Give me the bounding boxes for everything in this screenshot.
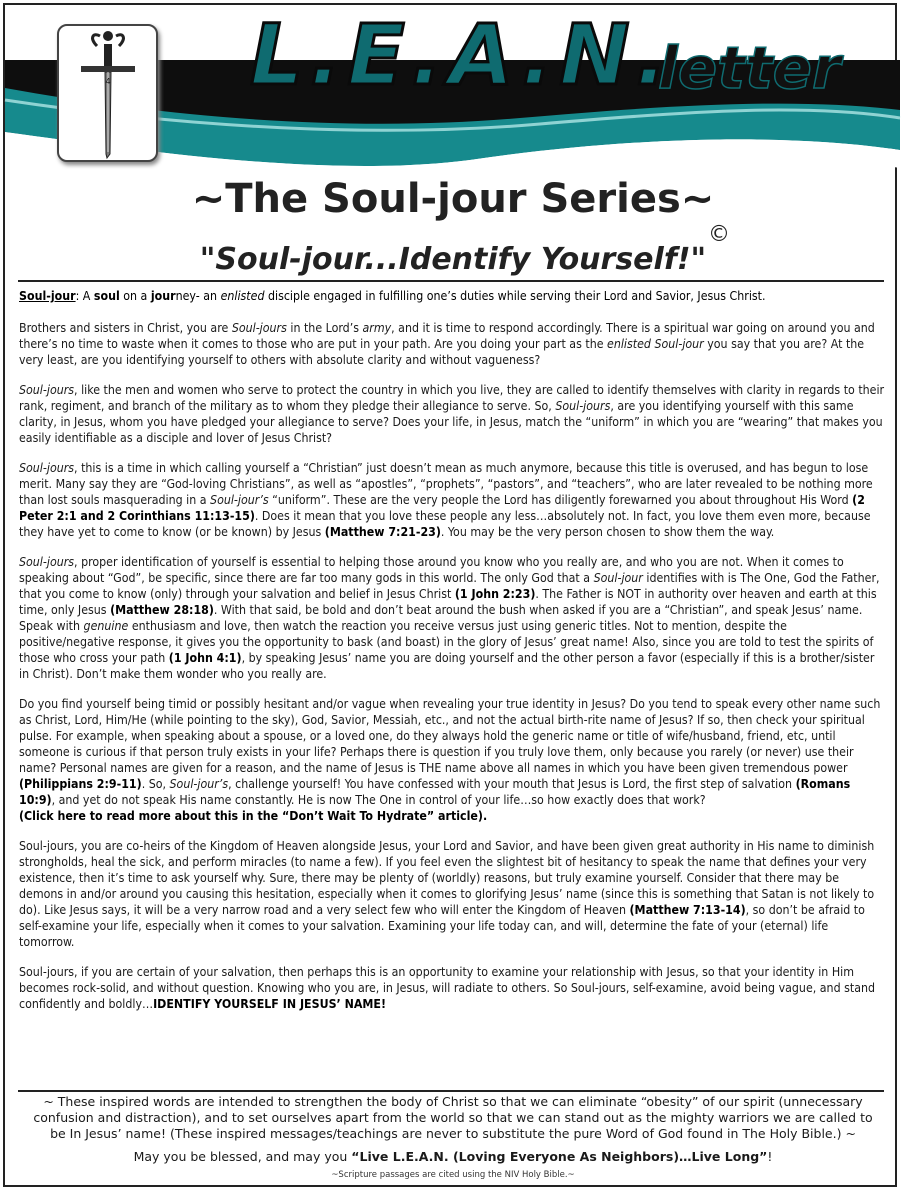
sword-icon (59, 26, 156, 160)
citation-note: ~Scripture passages are cited using the NIV Holy Bible.~ (331, 1170, 575, 1180)
logo (57, 24, 158, 162)
paragraph-6: Soul-jours, you are co-heirs of the Kingdom of Heaven alongside Jesus, your Lord and Savior, and have been given great authority in His name to diminish strongholds, heal the sick, and perform miracles (to name a few). If you feel even the slightest bit of hesitancy to speak the name that defines your very existence, then it’s time to ask yourself why. Sure, there may be plenty of (worldly) reasons, but truly examine yourself. Consider that there may be demons in and/or around you causing this hesitation, especially when it comes to glorifying Jesus’ name (since this is something that Satan is not likely to do). Like Jesus says, it will be a very narrow road and a very select few who will enter the Kingdom of Heaven (Matthew 7:13-14), so don’t be afraid to self-examine your life, especially when it comes to your salvation. Examining your life today can, and will, determine the fate of your (eternal) life tomorrow. (19, 839, 875, 949)
copyright-mark: © (708, 222, 730, 247)
paragraph-4: Soul-jours, proper identification of yourself is essential to helping those around you know who you really are, and who you are not. When it comes to speaking about “God”, be specific, since there are far too many gods in this world. The only God that a Soul-jour identifies with is The One, God the Father, that you come to know (only) through your salvation and belief in Jesus Christ (1 John 2:23). The Father is NOT in authority over heaven and earth at this time, only Jesus (Matthew 28:18). With that said, be bold and don’t beat around the bush when asked if you are a “Christian”, and speak Jesus’ name. Speak with genuine enthusiasm and love, then watch the reaction you receive versus just using generic titles. Not to mention, despite the positive/negative response, it gives you the opportunity to bask (and boast) in the glory of Jesus’ great name! Also, since you are told to test the spirits of those who cross your path (1 John 4:1), by speaking Jesus’ name you are doing yourself and the other person a favor (especially if this is a brother/sister in Christ). Don’t make them wonder who you really are. (19, 555, 880, 681)
paragraph-3: Soul-jours, this is a time in which calling yourself a “Christian” just doesn’t mean as much anymore, because this title is overused, and has begun to lose merit. Many say they are “God-loving Christians”, as well as “apostles”, “prophets”, “pastors”, and “teachers”, who are later revealed to be nothing more than lost souls masquerading in a Soul-jour’s “uniform”. These are the very people the Lord has diligently forewarned you about throughout His Word (2 Peter 2:1 and 2 Corinthians 11:13-15). Does it mean that you love these people any less…absolutely not. In fact, you love them even more, because they have yet to come to know (or be known) by Jesus (Matthew 7:21-23). You may be the very person chosen to show them the way. (19, 461, 873, 539)
lean-title: L.E.A.N. (250, 6, 674, 104)
paragraph-2: Soul-jours, like the men and women who serve to protect the country in which you live, they are called to identify themselves with clarity in regards to their rank, regiment, and branch of the military as to whom they pledge their allegiance to serve. So, Soul-jours, are you identifying yourself with this same clarity, in Jesus, whom you have pledged your allegiance to serve? Does your life, in Jesus, match the “uniform” in which you are “wearing” that makes you easily identifiable as a disciple and lover of Jesus Christ? (19, 383, 885, 445)
footer-note: ~ These inspired words are intended to strengthen the body of Christ so that we can eliminate “obesity” of our spirit (unnecessary confusion and distraction), and to set ourselves apart from the world so that we can stand out as the mighty warriors we are called to be In Jesus’ name! (These inspired messages/teachings are never to substitute the pure Word of God found in The Holy Bible.) ~ (33, 1094, 873, 1141)
hydrate-article-link[interactable]: (Click here to read more about this in the “Don’t Wait To Hydrate” article). (19, 809, 488, 823)
article-subtitle: "Soul-jour...Identify Yourself!" (199, 242, 707, 277)
letter-word: letter (658, 34, 841, 102)
series-title: ~The Soul-jour Series~ (191, 176, 715, 222)
logo-number: 4 (105, 77, 111, 86)
paragraph-7: Soul-jours, if you are certain of your salvation, then perhaps this is an opportunity to examine your relationship with Jesus, so that your identity in Him becomes rock-solid, and without question. Knowing who you are, in Jesus, will radiate to others. So Soul-jours, self-examine, avoid being vague, and stand confidently and boldly…IDENTIFY YOURSELF IN JESUS’ NAME! (19, 965, 876, 1011)
top-divider (18, 280, 884, 282)
bottom-divider (18, 1090, 884, 1092)
article-body (19, 288, 885, 1026)
paragraph-1: Brothers and sisters in Christ, you are Soul-jours in the Lord’s army, and it is time to respond accordingly. There is a spiritual war going on around you and there’s no time to waste when it comes to those who are put in your path. Are you doing your part as the enlisted Soul-jour you say that you are? At the very least, are you identifying yourself to others with absolute clarity and without vagueness? (19, 321, 875, 367)
paragraph-5: Do you find yourself being timid or possibly hesitant and/or vague when revealing your true identity in Jesus? Do you tend to speak every other name such as Christ, Lord, Him/He (while pointing to the sky), God, Savior, Messiah, etc., and not the actual birth-rite name of Jesus? If so, then check your spiritual pulse. For example, when speaking about a spouse, or a loved one, do they always hold the generic name or title of wife/husband, friend, etc, until someone is curious if that person truly exists in your life? Perhaps there is question if you truly love them, only because you rarely (or never) use their name? Personal names are given for a reason, and the name of Jesus is THE name above all names in which you have been given tremendous power (Philippians 2:9-11). So, Soul-jour’s, challenge yourself! You have confessed with your mouth that Jesus is Lord, the first step of salvation (Romans 10:9), and yet do not speak His name constantly. He is now The One in control of your life…so how exactly does that work? (Click here to read more about this in the “Don’t Wait To Hydrate” article). (19, 697, 881, 823)
definition-paragraph: Soul-jour: A soul on a journey- an enlisted disciple engaged in fulfilling one’s duties while serving their Lord and Savior, Jesus Christ. (19, 289, 766, 303)
blessing-line: May you be blessed, and may you “Live L.E.A.N. (Loving Everyone As Neighbors)…Live Long”! (133, 1149, 773, 1164)
